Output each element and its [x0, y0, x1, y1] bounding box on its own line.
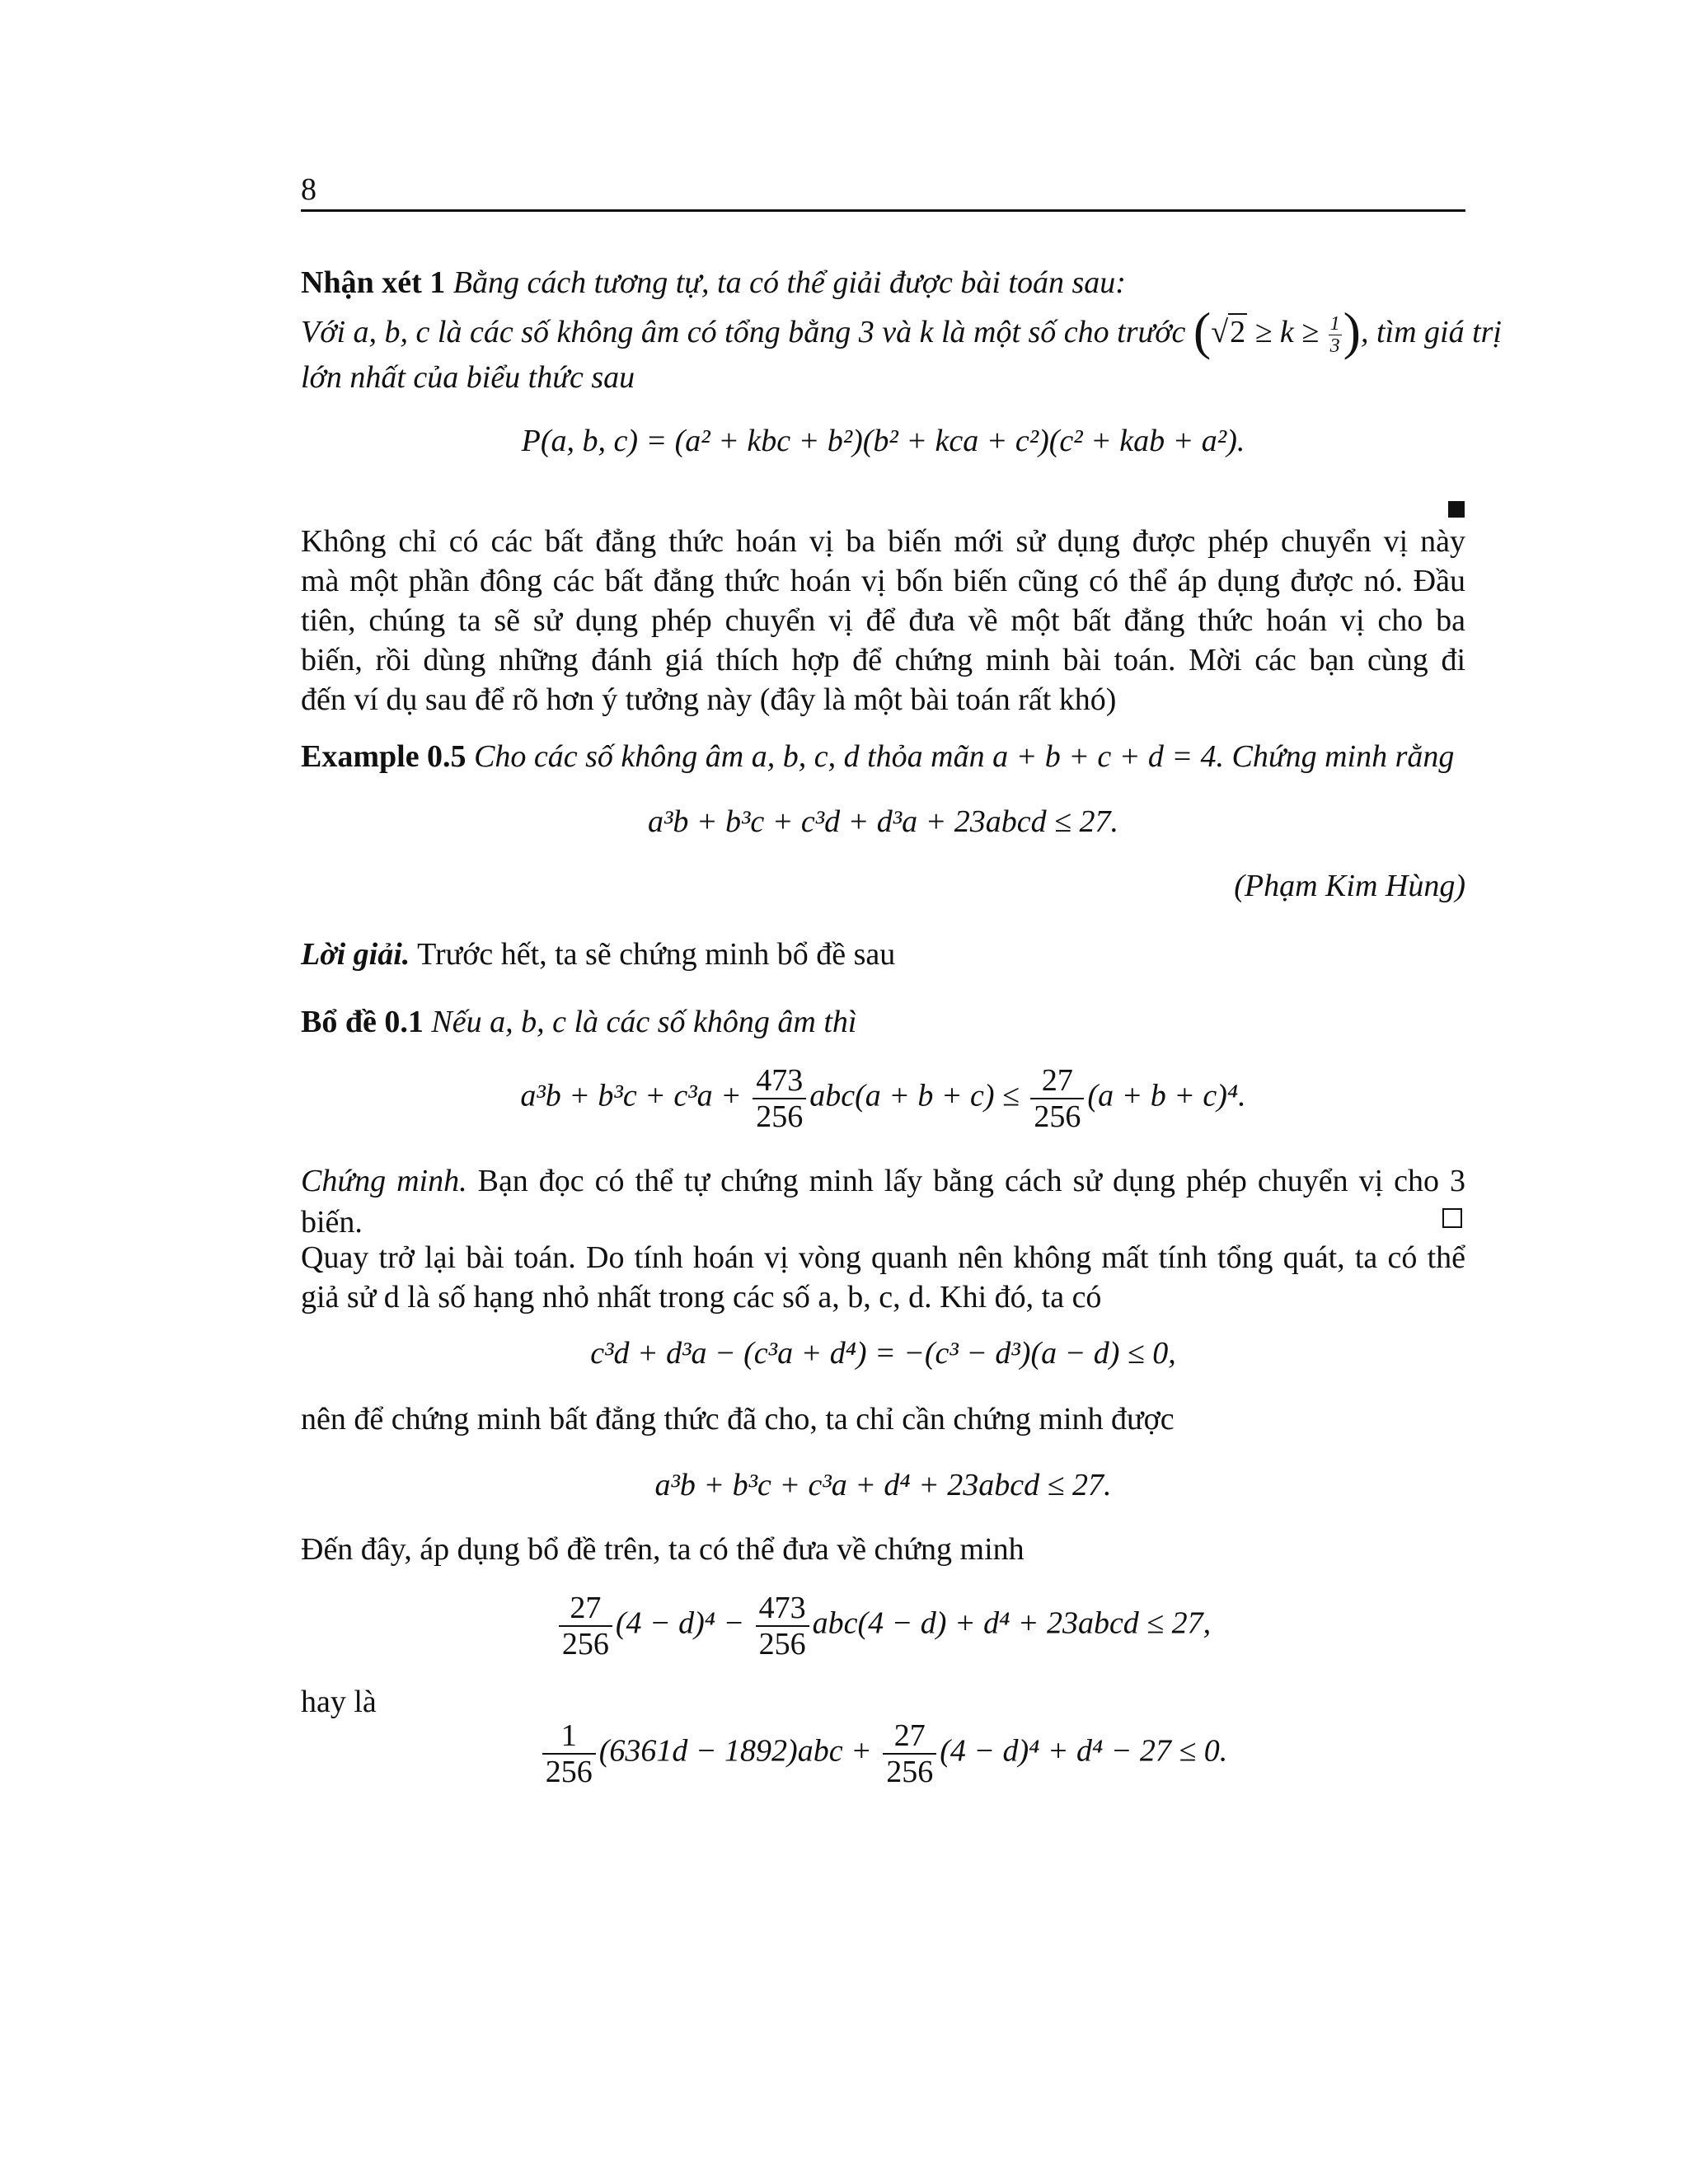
solution-intro [301, 934, 1465, 975]
fraction-one-third: $\frac{1}{3}$ [1329, 312, 1340, 357]
end-of-remark-mark [1448, 501, 1465, 518]
remark-block [301, 262, 1502, 398]
text-3: nên để chứng minh bất đẳng thức đã cho, ta chỉ cần chứng minh được [301, 1402, 1175, 1436]
text-4: Đến đây, áp dụng bổ đề trên, ta có thể đưa về chứng minh [301, 1532, 1025, 1567]
proof-block: Chứng minh. Bạn đọc có thể tự chứng minh lấy bằng cách sử dụng phép chuyển vị cho 3 biến. [301, 1164, 1466, 1240]
remark-intro: Bằng cách tương tự, ta có thể giải được bài toán sau: [452, 265, 1126, 300]
example-inequality: a³b + b³c + c³d + d³a + 23abcd ≤ 27. [647, 804, 1119, 839]
remark-line2: Với a, b, c là các số không âm có tổng bằng 3 và k là một số cho trước (√2 ≥ k ≥ $\frac{1}{3}$ ), tìm giá trị [301, 302, 1502, 360]
page-number: 8 [301, 172, 316, 207]
remark-label: Nhận xét 1 [301, 265, 446, 300]
text-5: hay là [301, 1685, 377, 1719]
lemma-inequality: a³b + b³c + c³a + $\frac{473}{256}$ abc(a + b + c) ≤ $\frac{27}{256}$ (a + b + c)⁴. [520, 1063, 1246, 1134]
fraction-473-256: $\frac{473}{256}$ [753, 1063, 806, 1134]
equation-4: $\frac{1}{256}$ (6361d − 1892)abc + $\frac{27}{256}$ (4 − d)⁴ + d⁴ − 27 ≤ 0. [301, 1718, 1465, 1789]
end-of-proof-mark [1442, 1208, 1462, 1228]
equation-3: $\frac{27}{256}$ (4 − d)⁴ − $\frac{473}{256}$ abc(4 − d) + d⁴ + 23abcd ≤ 27, [301, 1591, 1465, 1661]
example-heading [301, 736, 1465, 777]
equation-1: c³d + d³a − (c³a + d⁴) = −(c³ − d³)(a − d) ≤ 0, [590, 1336, 1176, 1371]
remark-line3: lớn nhất của biểu thức sau [301, 359, 635, 395]
sqrt-two: √2 [1211, 315, 1246, 349]
fraction-27-256: $\frac{27}{256}$ [1030, 1063, 1084, 1134]
solution-text: Trước hết, ta sẽ chứng minh bổ đề sau [417, 937, 896, 972]
lemma-label: Bổ đề 0.1 [301, 1005, 424, 1039]
lemma-heading [301, 1001, 1465, 1043]
proof-label: Chứng minh. [301, 1164, 467, 1198]
lemma-statement: Nếu a, b, c là các số không âm thì [431, 1005, 857, 1039]
paragraph-1: Không chỉ có các bất đẳng thức hoán vị ba biến mới sử dụng được phép chuyển vị này mà một phần đông các bất đẳng thức hoán vị bốn biến cũng có thể áp dụng được nó. Đầu tiên, chúng ta sẽ sử dụng phép chuyển vị để đưa về một bất đẳng thức hoán vị cho ba biến, rồi dùng những đánh giá thích hợp để chứng minh bài toán. Mời các bạn cùng đi đến ví dụ sau để rõ hơn ý tưởng này (đây là một bài toán rất khó) [301, 524, 1465, 717]
equation-2: a³b + b³c + c³a + d⁴ + 23abcd ≤ 27. [654, 1468, 1112, 1502]
example-label: Example 0.5 [301, 739, 467, 774]
remark-formula: P(a, b, c) = (a² + kbc + b²)(b² + kca + c²)(c² + kab + a²). [521, 424, 1245, 458]
example-attribution: (Phạm Kim Hùng) [1234, 869, 1465, 903]
paragraph-2: Quay trở lại bài toán. Do tính hoán vị vòng quanh nên không mất tính tổng quát, ta có thể giả sử d là số hạng nhỏ nhất trong các số a, b, c, d. Khi đó, ta có [301, 1240, 1465, 1315]
solution-label: Lời giải. [301, 937, 410, 972]
example-statement: Cho các số không âm a, b, c, d thỏa mãn a + b + c + d = 4. Chứng minh rằng [474, 739, 1455, 774]
header-rule [301, 209, 1465, 212]
